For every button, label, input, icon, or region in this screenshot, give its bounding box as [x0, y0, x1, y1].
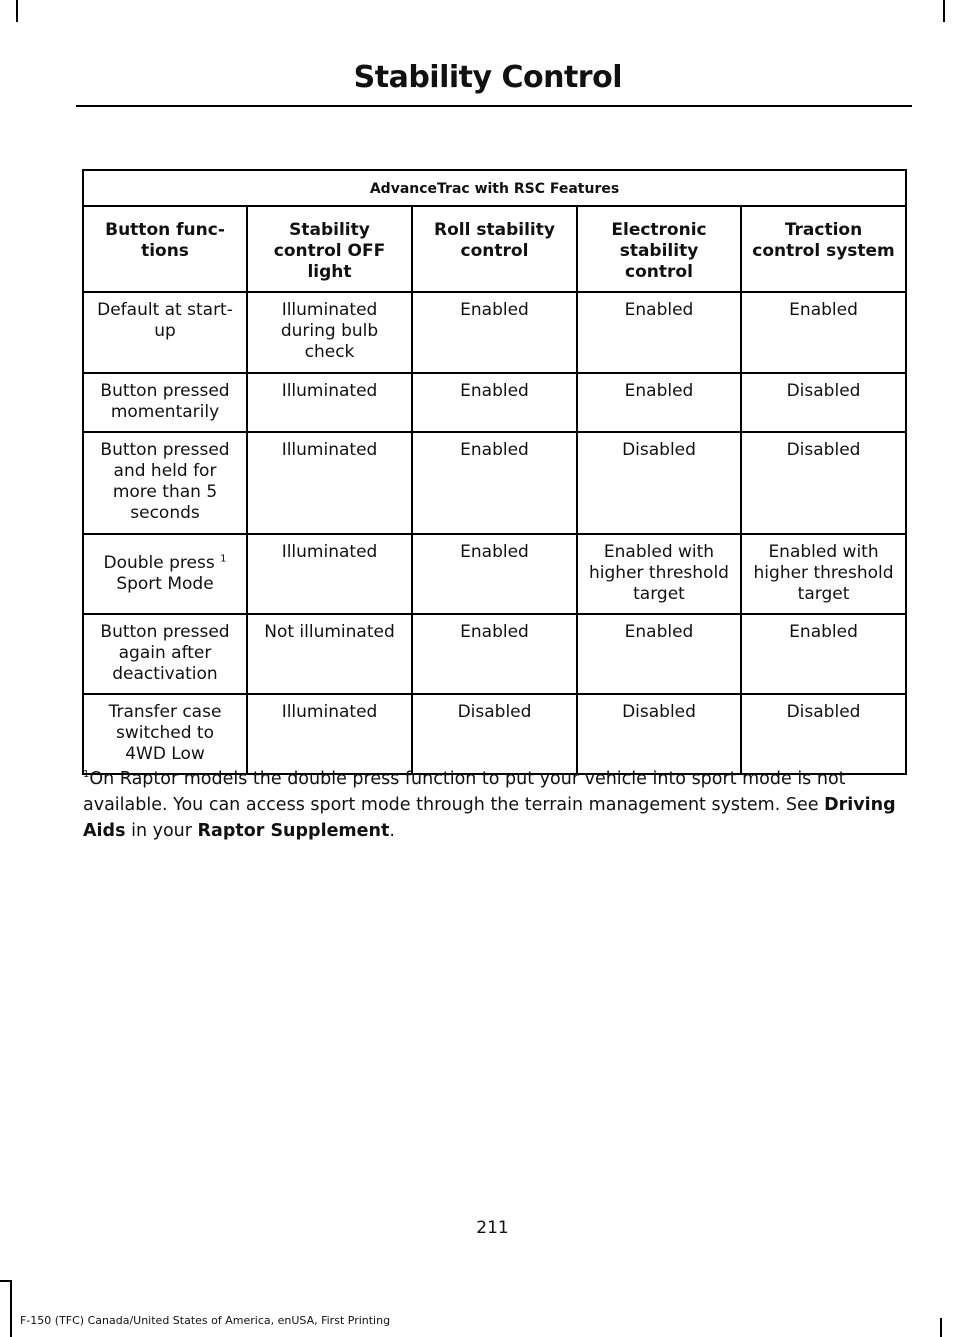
cell-function: Transfer case switched to 4WD Low — [83, 694, 247, 774]
crop-mark-bottom-left-h — [0, 1280, 12, 1282]
cell-tcs: Enabled with higher threshold target — [741, 534, 906, 614]
crop-mark-top-right — [943, 0, 945, 22]
page-footer: F-150 (TFC) Canada/United States of America, enUSA, First Printing — [20, 1314, 391, 1327]
cell-light: Illuminated — [247, 534, 412, 614]
cell-light: Illuminated — [247, 373, 412, 432]
cell-rsc: Enabled — [412, 534, 577, 614]
cell-function: Double press $^1$ Sport Mode — [83, 534, 247, 614]
cell-rsc: Enabled — [412, 292, 577, 373]
table-caption: AdvanceTrac with RSC Features — [83, 170, 906, 206]
cell-esc: Enabled — [577, 292, 741, 373]
features-table — [82, 169, 907, 775]
cell-function: Default at start- up — [83, 292, 247, 373]
driving-aids-reference: Driving Aids — [83, 795, 896, 841]
cell-esc: Enabled — [577, 373, 741, 432]
cell-rsc: Enabled — [412, 373, 577, 432]
cell-esc: Disabled — [577, 694, 741, 774]
cell-function: Button pressed again after deactivation — [83, 614, 247, 694]
column-header-stability-light: Stability control OFF light — [247, 206, 412, 292]
cell-rsc: Enabled — [412, 614, 577, 694]
cell-tcs: Disabled — [741, 694, 906, 774]
footnote-middle: in your — [131, 821, 192, 841]
cell-tcs: Disabled — [741, 373, 906, 432]
footnote-text: On Raptor models the double press function to put your vehicle into sport mode is not available. You can access sport mode through the terrain management system. See — [83, 769, 846, 815]
cell-function: Button pressed and held for more than 5 seconds — [83, 432, 247, 534]
table-row — [83, 432, 906, 534]
cell-rsc: Enabled — [412, 432, 577, 534]
column-header-roll-stability: Roll stability control — [412, 206, 577, 292]
cell-light: Not illuminated — [247, 614, 412, 694]
table-row — [83, 534, 906, 614]
raptor-supplement-reference: Raptor Supplement — [197, 821, 390, 841]
table-row — [83, 694, 906, 774]
cell-esc: Enabled — [577, 614, 741, 694]
cell-esc: Enabled with higher threshold target — [577, 534, 741, 614]
crop-mark-bottom-right — [940, 1318, 942, 1337]
cell-rsc: Disabled — [412, 694, 577, 774]
footnote — [83, 766, 913, 844]
cell-light: Illuminated — [247, 432, 412, 534]
cell-tcs: Enabled — [741, 292, 906, 373]
cell-tcs: Enabled — [741, 614, 906, 694]
footnote-end: . — [389, 821, 395, 841]
page-number: 211 — [476, 1218, 509, 1238]
title-divider — [76, 105, 912, 107]
page-title: Stability Control — [353, 60, 622, 95]
cell-function: Button pressed momentarily — [83, 373, 247, 432]
crop-mark-bottom-left — [10, 1280, 12, 1337]
footnote-marker: 1 — [83, 769, 90, 781]
cell-esc: Disabled — [577, 432, 741, 534]
cell-tcs: Disabled — [741, 432, 906, 534]
table-row — [83, 292, 906, 373]
footnote-ref: 1 — [220, 553, 227, 565]
column-header-button-functions: Button func- tions — [83, 206, 247, 292]
cell-light: Illuminated — [247, 694, 412, 774]
column-header-traction-control: Traction control system — [741, 206, 906, 292]
cell-light: Illuminated during bulb check — [247, 292, 412, 373]
table-row — [83, 373, 906, 432]
crop-mark-top-left — [16, 0, 18, 22]
table-row — [83, 614, 906, 694]
column-header-electronic-stability: Electronic stability control — [577, 206, 741, 292]
